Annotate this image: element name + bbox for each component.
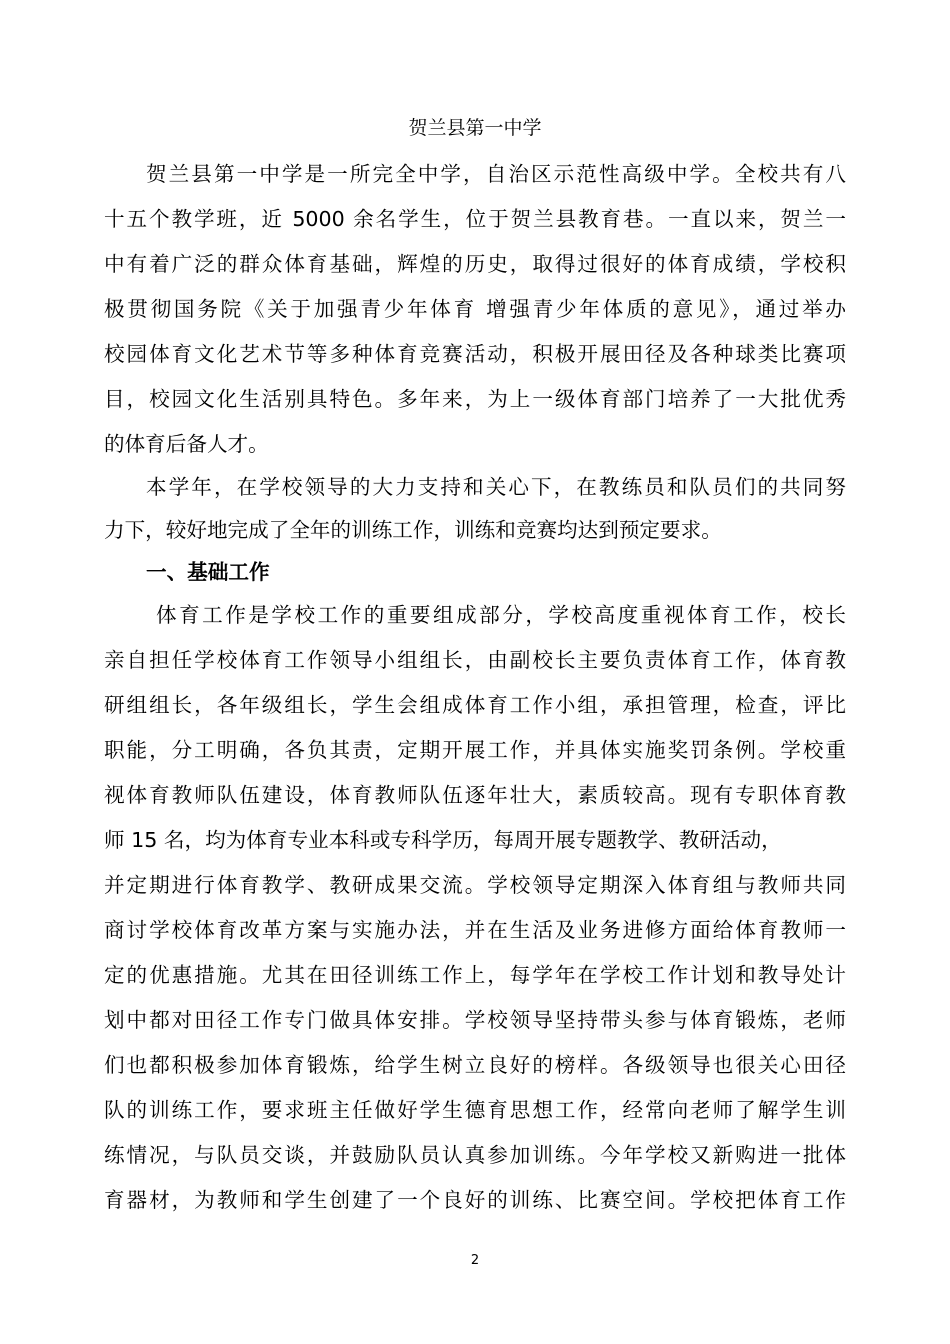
paragraph-line: 十五个教学班，近 5000 余名学生，位于贺兰县教育巷。一直以来，贺兰一 bbox=[104, 207, 846, 231]
paragraph-line: 目，校园文化生活别具特色。多年来，为上一级体育部门培养了一大批优秀 bbox=[104, 387, 846, 411]
document-title: 贺兰县第一中学 bbox=[408, 117, 542, 139]
paragraph-line: 体育工作是学校工作的重要组成部分，学校高度重视体育工作，校长 bbox=[156, 603, 846, 627]
paragraph-line: 定的优惠措施。尤其在田径训练工作上，每学年在学校工作计划和教导处计 bbox=[104, 963, 846, 987]
paragraph-line: 校园体育文化艺术节等多种体育竞赛活动，积极开展田径及各种球类比赛项 bbox=[104, 342, 846, 366]
paragraph-line: 练情况，与队员交谈，并鼓励队员认真参加训练。今年学校又新购进一批体 bbox=[104, 1143, 846, 1167]
section-heading: 一、基础工作 bbox=[146, 560, 270, 584]
paragraph-line: 师 15 名，均为体育专业本科或专科学历，每周开展专题教学、教研活动， bbox=[104, 828, 782, 852]
paragraph-line: 职能，分工明确，各负其责，定期开展工作，并具体实施奖罚条例。学校重 bbox=[104, 738, 846, 762]
paragraph-line: 并定期进行体育教学、教研成果交流。学校领导定期深入体育组与教师共同 bbox=[104, 873, 846, 897]
paragraph-line: 商讨学校体育改革方案与实施办法，并在生活及业务进修方面给体育教师一 bbox=[104, 918, 846, 942]
paragraph-line: 划中都对田径工作专门做具体安排。学校领导坚持带头参与体育锻炼，老师 bbox=[104, 1008, 846, 1032]
paragraph-line: 中有着广泛的群众体育基础，辉煌的历史，取得过很好的体育成绩，学校积 bbox=[104, 252, 846, 276]
paragraph-line: 们也都积极参加体育锻炼，给学生树立良好的榜样。各级领导也很关心田径 bbox=[104, 1053, 846, 1077]
paragraph-line: 视体育教师队伍建设，体育教师队伍逐年壮大，素质较高。现有专职体育教 bbox=[104, 783, 846, 807]
paragraph-line: 极贯彻国务院《关于加强青少年体育 增强青少年体质的意见》，通过举办 bbox=[104, 297, 846, 321]
paragraph-line: 育器材，为教师和学生创建了一个良好的训练、比赛空间。学校把体育工作 bbox=[104, 1188, 846, 1212]
paragraph-line: 研组组长，各年级组长，学生会组成体育工作小组，承担管理，检查，评比 bbox=[104, 693, 846, 717]
page-number: 2 bbox=[470, 1253, 480, 1268]
paragraph-line: 亲自担任学校体育工作领导小组组长，由副校长主要负责体育工作，体育教 bbox=[104, 648, 846, 672]
paragraph-line: 贺兰县第一中学是一所完全中学，自治区示范性高级中学。全校共有八 bbox=[146, 162, 846, 186]
paragraph-line: 的体育后备人才。 bbox=[104, 432, 269, 456]
paragraph-line: 本学年，在学校领导的大力支持和关心下，在教练员和队员们的共同努 bbox=[146, 475, 846, 499]
paragraph-line: 队的训练工作，要求班主任做好学生德育思想工作，经常向老师了解学生训 bbox=[104, 1098, 846, 1122]
paragraph-line: 力下，较好地完成了全年的训练工作，训练和竞赛均达到预定要求。 bbox=[104, 518, 722, 542]
